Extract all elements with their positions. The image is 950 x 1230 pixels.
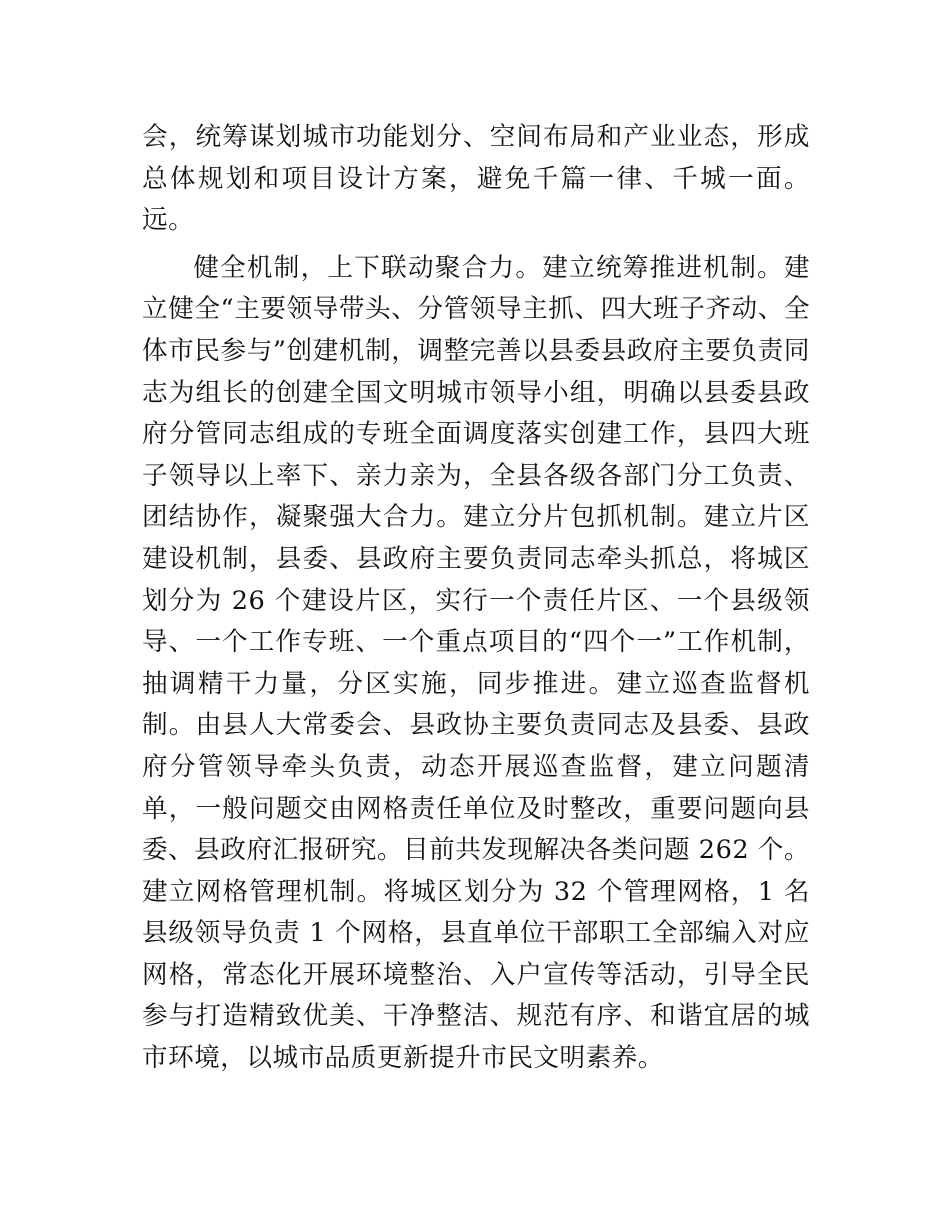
paragraph-mechanism: 健全机制，上下联动聚合力。建立统筹推进机制。建立健全“主要领导带头、分管领导主抓、四大班子齐动、全体市民参与”创建机制，调整完善以县委县政府主要负责同志为组长的创建全国文明城市领导小组，明确以县委县政府分管同志组成的专班全面调度落实创建工作，县四大班子领导以上率下、亲力亲为，全县各级各部门分工负责、团结协作，凝聚强大合力。建立分片包抓机制。建立片区建设机制，县委、县政府主要负责同志牵头抓总，将城区划分为 26 个建设片区，实行一个责任片区、一个县级领导、一个工作专班、一个重点项目的“四个一”工作机制，抽调精干力量，分区实施，同步推进。建立巡查监督机制。由县人大常委会、县政协主要负责同志及县委、县政府分管领导牵头负责，动态开展巡查监督，建立问题清单，一般问题交由网格责任单位及时整改，重要问题向县委、县政府汇报研究。目前共发现解决各类问题 262 个。建立网格管理机制。将城区划分为 32 个管理网格，1 名县级领导负责 1 个网格，县直单位干部职工全部编入对应网格，常态化开展环境整治、入户宣传等活动，引导全民参与打造精致优美、干净整洁、规范有序、和谐宜居的城市环境，以城市品质更新提升市民文明素养。 <box>142 252 810 1074</box>
paragraph-continuation: 会，统筹谋划城市功能划分、空间布局和产业业态，形成总体规划和项目设计方案，避免千篇一律、千城一面。远。 <box>142 122 810 236</box>
document-page <box>142 117 810 1080</box>
